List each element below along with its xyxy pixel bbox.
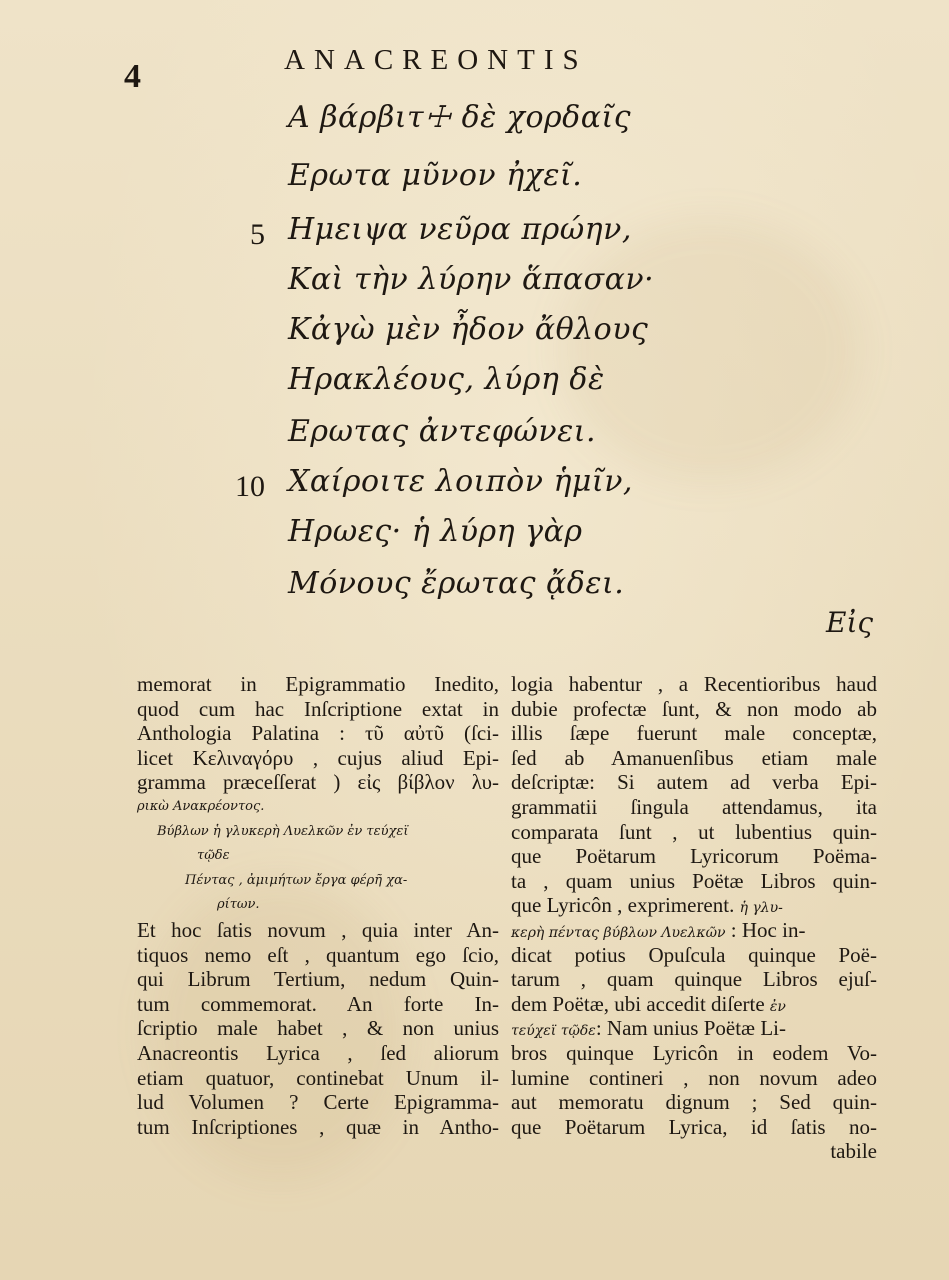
- verse-line: [0, 566, 949, 624]
- note-line: etiam quatuor, continebat Unum il-: [137, 1065, 499, 1090]
- verse-line-text: Ερωτα μῦνον ἠχεῖ.: [288, 158, 583, 193]
- note-line: licet Κελιναγόρυ , cujus aliud Epi-: [137, 745, 499, 770]
- running-title: ANACREONTIS: [284, 44, 588, 76]
- note-line: aut memoratu dignum ; Sed quin-: [511, 1090, 877, 1115]
- note-line: tiquos nemo eſt , quantum ego ſcio,: [137, 942, 499, 967]
- note-line: lud Volumen ? Certe Epigramma-: [137, 1090, 499, 1115]
- note-line: tum commemorat. An forte In-: [137, 991, 499, 1016]
- verse-line-number: 5: [250, 218, 265, 251]
- note-line-greek: ρίτων.: [217, 897, 260, 913]
- catchword: Εἰς: [826, 606, 874, 639]
- verse-line-text: Α βάρβιτ☩ δὲ χορδαῖς: [288, 100, 632, 135]
- note-line: quod cum hac Inſcriptione extat in: [137, 696, 499, 721]
- verse-line: [0, 362, 949, 420]
- note-line: que Poëtarum Lyricorum Poëma-: [511, 844, 877, 869]
- note-line: [511, 918, 877, 943]
- note-line: dicat potius Opuſcula quinque Poë-: [511, 942, 877, 967]
- notes-right-column: [511, 672, 877, 1164]
- note-line: tabile: [830, 1139, 877, 1164]
- note-line: ſed ab Amanuenſibus etiam male: [511, 745, 877, 770]
- note-line: lumine contineri , non novum adeo: [511, 1065, 877, 1090]
- note-greek: ἡ γλυ-: [739, 900, 783, 917]
- note-line-greek: ρικὼ Ανακρέοντος.: [137, 798, 265, 814]
- note-line: Et hoc ſatis novum , quia inter An-: [137, 917, 499, 942]
- note-line: dubie profectæ ſunt, & non modo ab: [511, 696, 877, 721]
- note-greek: ἐν: [769, 998, 786, 1015]
- note-line-greek: Πέντας , ἀμιμήτων ἔργα φέρῆ χα-: [185, 872, 408, 888]
- note-line: bros quinque Lyricôn in eodem Vo-: [511, 1040, 877, 1065]
- verse-line-text: Ημειψα νεῦρα πρώην,: [288, 212, 632, 247]
- note-line: comparata ſunt , ut lubentius quin-: [511, 819, 877, 844]
- verse-line: [0, 158, 949, 216]
- note-line: que Poëtarum Lyrica, id ſatis no-: [511, 1114, 877, 1139]
- verse-line-text: Μόνους ἔρωτας ᾄδει.: [288, 566, 625, 601]
- verse-line-text: Ερωτας ἀντεφώνει.: [288, 414, 596, 449]
- note-line: qui Librum Tertium, nedum Quin-: [137, 967, 499, 992]
- note-line: grammatii ſingula attendamus, ita: [511, 794, 877, 819]
- note-line: [511, 893, 877, 918]
- note-line: logia habentur , a Recentioribus haud: [511, 672, 877, 696]
- note-text: dem Poëtæ, ubi accedit diſerte: [511, 991, 765, 1016]
- note-line: deſcriptæ: Si autem ad verba Epi-: [511, 770, 877, 795]
- note-line: Anacreontis Lyrica , ſed aliorum: [137, 1040, 499, 1065]
- note-line: ta , quam unius Poëtæ Libros quin-: [511, 868, 877, 893]
- verse-line-text: Ηρακλέους, λύρη δὲ: [288, 362, 605, 397]
- verse-line-text: Χαίροιτε λοιπὸν ἡμῖν,: [288, 464, 633, 499]
- verse-line-number: 10: [235, 470, 265, 503]
- note-line: tum Inſcriptiones , quæ in Antho-: [137, 1114, 499, 1139]
- note-text: : Hoc in-: [730, 917, 806, 942]
- note-line: gramma præceſſerat ) εἰς βίβλον λυ-: [137, 770, 499, 795]
- note-line: illis ſæpe fuerunt male conceptæ,: [511, 721, 877, 746]
- notes-left-column: [137, 672, 499, 1139]
- page-number: 4: [124, 58, 141, 95]
- note-line-greek: Βύβλων ἡ γλυκερὴ Λυελκῶν ἐν τεύχεϊ: [157, 823, 409, 839]
- note-text: que Lyricôn , exprimerent.: [511, 893, 735, 918]
- verse-line-text: Καὶ τὴν λύρην ἅπασαν·: [288, 262, 655, 297]
- note-line: Anthologia Palatina : τῦ αὐτῦ (ſci-: [137, 721, 499, 746]
- note-line-greek: τῷδε: [197, 848, 230, 864]
- verse-line: [0, 100, 949, 158]
- note-greek: τεύχεϊ τῷδε: [511, 1023, 596, 1040]
- note-line: [511, 992, 877, 1017]
- note-line: tarum , quam quinque Libros ejuſ-: [511, 967, 877, 992]
- verse-line-text: Ηρωες· ἡ λύρη γὰρ: [288, 514, 583, 549]
- verse-line-text: Κἀγὼ μὲν ἦδον ἄθλους: [288, 312, 649, 347]
- verse-line: [0, 514, 949, 572]
- note-greek: κερὴ πέντας βύβλων Λυελκῶν: [511, 924, 726, 941]
- note-line: [511, 1016, 877, 1041]
- note-text: : Nam unius Poëtæ Li-: [595, 1016, 786, 1041]
- note-line: ſcriptio male habet , & non unius: [137, 1016, 499, 1041]
- note-line: memorat in Epigrammatio Inedito,: [137, 672, 499, 696]
